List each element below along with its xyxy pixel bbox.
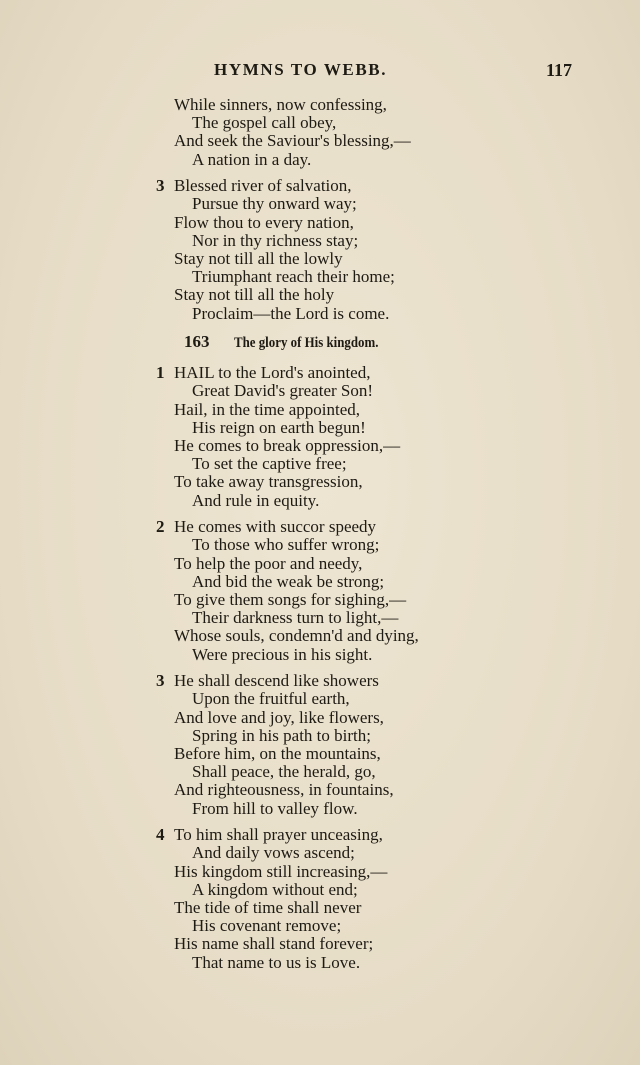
stanza-1	[150, 364, 510, 510]
verse-line: The tide of time shall never	[174, 898, 362, 917]
verse-line: While sinners, now confessing,	[174, 95, 387, 114]
verse-line: Hail, in the time appointed,	[174, 399, 361, 419]
verse-line: And bid the weak be strong;	[192, 571, 385, 591]
verse-line: And rule in equity.	[192, 490, 320, 510]
verse-line: And love and joy, like flowers,	[174, 707, 384, 727]
verse-line: To take away transgression,	[174, 472, 363, 492]
verse-line: And righteousness, in fountains,	[174, 780, 394, 800]
verse-line: To help the poor and needy,	[174, 553, 363, 573]
hymn-heading	[150, 331, 510, 361]
verse-line: Shall peace, the herald, go,	[192, 762, 376, 782]
stanza-number: 3	[156, 176, 165, 196]
verse-line: 3 He shall descend like showers	[156, 671, 379, 691]
verse-line: That name to us is Love.	[192, 952, 361, 972]
verse-line: Proclaim—the Lord is come.	[192, 303, 390, 323]
verse-line: 4 To him shall prayer unceasing,	[156, 825, 383, 845]
verse-line: Triumphant reach their home;	[192, 267, 395, 287]
verse-line: To give them songs for sighing,—	[174, 590, 407, 609]
verse-line: 2 He comes with succor speedy	[156, 517, 377, 537]
verse-line: Stay not till all the holy	[174, 285, 335, 305]
verse-line: A nation in a day.	[192, 149, 312, 169]
verse-line: Upon the fruitful earth,	[192, 689, 350, 709]
hymn-number: 163	[184, 332, 210, 352]
verse-line: Great David's greater Son!	[192, 381, 374, 401]
verse-line: Nor in thy richness stay;	[192, 230, 359, 250]
verse-line: Before him, on the mountains,	[174, 744, 381, 763]
verse-line: Whose souls, condemn'd and dying,	[174, 626, 419, 646]
verse-line: Their darkness turn to light,—	[192, 608, 399, 628]
running-head	[0, 60, 640, 84]
verse-line: From hill to valley flow.	[192, 798, 358, 818]
continued-stanza-3	[150, 177, 510, 323]
verse-line: His covenant remove;	[192, 916, 342, 936]
stanza-2	[150, 518, 510, 664]
verse-line: A kingdom without end;	[192, 879, 358, 899]
verse-line: And seek the Saviour's blessing,—	[174, 131, 411, 151]
verse-line: His name shall stand forever;	[174, 934, 374, 954]
verse-line: The gospel call obey,	[192, 113, 337, 133]
stanza-3	[150, 672, 510, 818]
stanza-number: 3	[156, 671, 165, 691]
verse-line: He comes to break oppression,—	[174, 436, 401, 455]
hymn-title: The glory of His kingdom.	[234, 335, 379, 352]
verse-line: His reign on earth begun!	[192, 417, 366, 437]
verse-line: Stay not till all the lowly	[174, 249, 343, 268]
stanza-number: 2	[156, 517, 165, 537]
verse-line: Flow thou to every nation,	[174, 212, 354, 232]
running-title: HYMNS TO WEBB.	[214, 60, 388, 79]
verse-line: And daily vows ascend;	[192, 843, 355, 863]
stanza-number: 4	[156, 825, 165, 845]
stanza-4	[150, 826, 510, 972]
verse-line: To those who suffer wrong;	[192, 535, 380, 555]
verse-line: His kingdom still increasing,—	[174, 861, 388, 881]
verse-line: 3 Blessed river of salvation,	[156, 176, 352, 196]
stanza-number: 1	[156, 363, 165, 383]
continued-stanza	[150, 96, 510, 169]
verse-line: Were precious in his sight.	[192, 644, 373, 664]
verse-line: To set the captive free;	[192, 454, 347, 474]
verse-line: Spring in his path to birth;	[192, 725, 371, 745]
verse-line: 1 HAIL to the Lord's anointed,	[156, 363, 371, 383]
verse-line: Pursue thy onward way;	[192, 194, 357, 214]
hymn-text-block	[150, 96, 510, 980]
page-number: 117	[546, 60, 573, 80]
